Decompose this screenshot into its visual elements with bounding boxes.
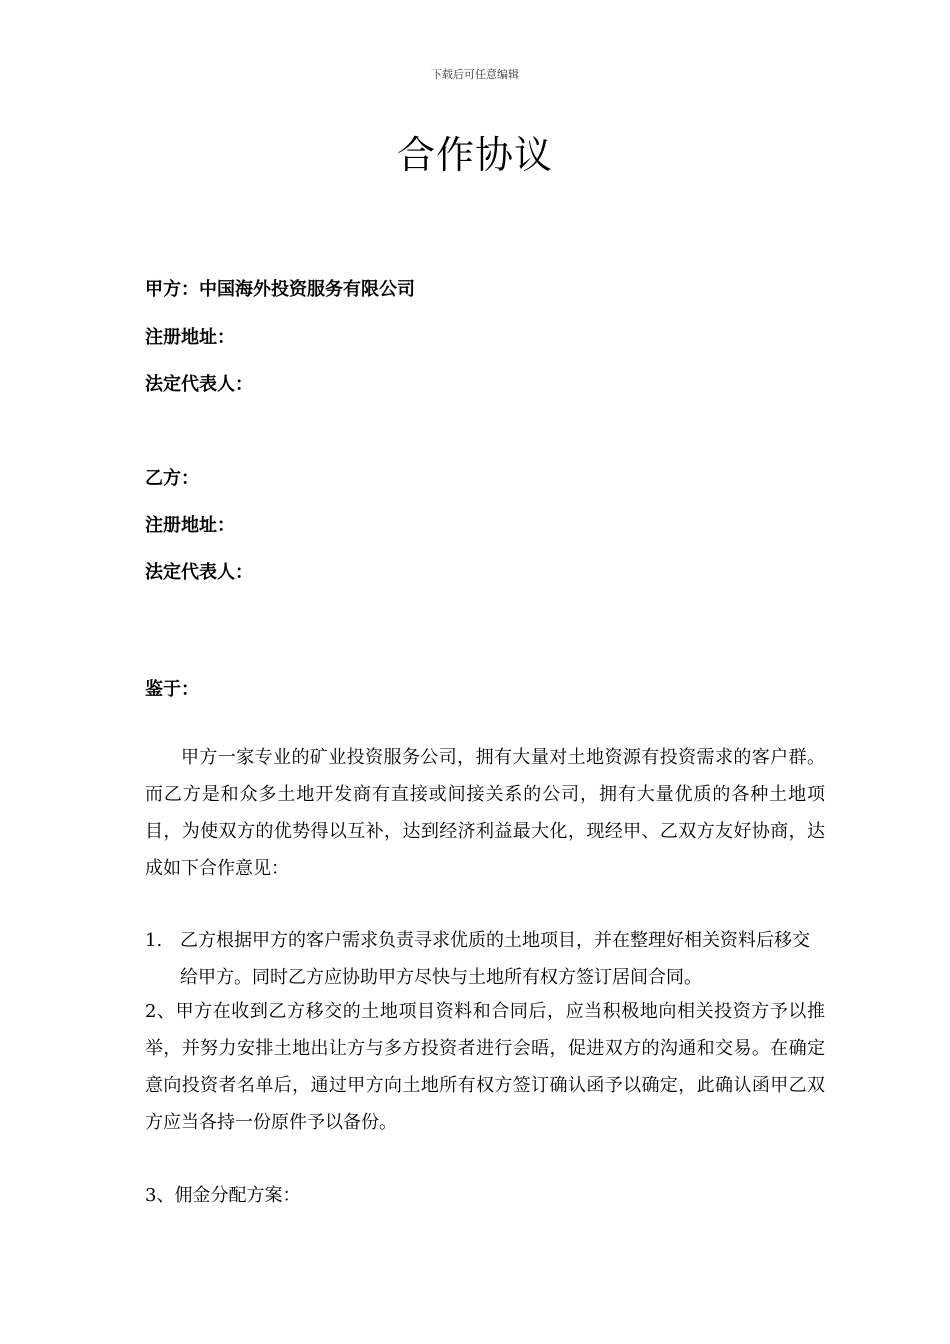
- clause-3: 3、佣金分配方案：: [145, 1185, 301, 1206]
- party-a-rep-label: 法定代表人：: [145, 374, 253, 395]
- whereas-paragraph: 甲方一家专业的矿业投资服务公司，拥有大量对土地资源有投资需求的客户群。而乙方是和众多土地开发商有直接或间接关系的公司，拥有大量优质的各种土地项目，为使双方的优势得以互补，达到经济利益最大化，现经甲、乙双方友好协商，达成如下合作意见：: [145, 747, 825, 879]
- clause-2: 2、甲方在收到乙方移交的土地项目资料和合同后，应当积极地向相关投资方予以推举，并努力安排土地出让方与多方投资者进行会晤，促进双方的沟通和交易。在确定意向投资者名单后，通过甲方向土地所有权方签订确认函予以确定，此确认函甲乙双方应当各持一份原件予以备份。: [145, 1001, 825, 1133]
- party-b-rep-label: 法定代表人：: [145, 562, 253, 583]
- document-title: 合作协议: [396, 133, 553, 177]
- whereas-label: 鉴于：: [145, 679, 199, 700]
- party-a-name: 甲方：中国海外投资服务有限公司: [145, 279, 415, 300]
- clause-1-number: 1.: [145, 930, 163, 951]
- clause-1-text: 乙方根据甲方的客户需求负责寻求优质的土地项目，并在整理好相关资料后移交给甲方。同时乙方应协助甲方尽快与土地所有权方签订居间合同。: [180, 930, 810, 988]
- header-note: 下载后可任意编辑: [431, 68, 519, 81]
- party-a-address-label: 注册地址：: [145, 327, 235, 348]
- clause-1: [145, 922, 825, 996]
- party-b-name: 乙方：: [145, 468, 199, 489]
- party-b-address-label: 注册地址：: [145, 515, 235, 536]
